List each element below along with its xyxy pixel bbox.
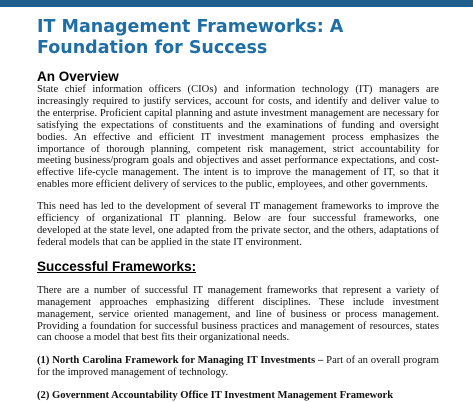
- header-bar: [0, 0, 473, 7]
- framework-item-2: [37, 390, 439, 402]
- overview-paragraph-1: State chief information officers (CIOs) and information technology (IT) managers are increasingly required to justify services, account for costs, and identify and deliver value to the enterprise. Proficient capital planning and astute investment management are necessary for satisfying the expectations of constituents and the examinations of funding and oversight bodies. An effective and efficient IT investment management process emphasizes the importance of thorough planning, competent risk management, strict accountability for meeting business/program goals and objectives and asset performance expectations, and cost-effective life-cycle management. The intent is to improve the management of IT, so that it enables more efficient delivery of services to the public, employees, and other governments.: [37, 84, 439, 191]
- frameworks-heading: Successful Frameworks:: [37, 258, 197, 274]
- framework-item-1-text: Part of an overall program for the improved management of technology.: [37, 355, 439, 379]
- document-page: [37, 17, 439, 402]
- framework-item-1-title: (1) North Carolina Framework for Managing IT Investments –: [37, 355, 324, 367]
- frameworks-paragraph: There are a number of successful IT management frameworks that represent a variety of management approaches emphasizing different disciplines. These include investment management, service oriented management, and line of business or process management. Providing a foundation for successful business practices and management of resources, states can choose a model that best fits their organizational needs.: [37, 284, 439, 344]
- framework-item-1: [37, 355, 439, 379]
- page-title: IT Management Frameworks: A Foundation for Success: [37, 17, 344, 58]
- overview-heading: An Overview: [37, 69, 119, 84]
- framework-item-2-title: (2) Government Accountability Office IT Investment Management Framework: [37, 390, 394, 402]
- overview-paragraph-2: This need has led to the development of several IT management frameworks to improve the efficiency of organizational IT planning. Below are four successful frameworks, one developed at the state level, one adapted from the private sector, and the others, adaptations of federal models that can be applied in the state IT environment.: [37, 201, 439, 248]
